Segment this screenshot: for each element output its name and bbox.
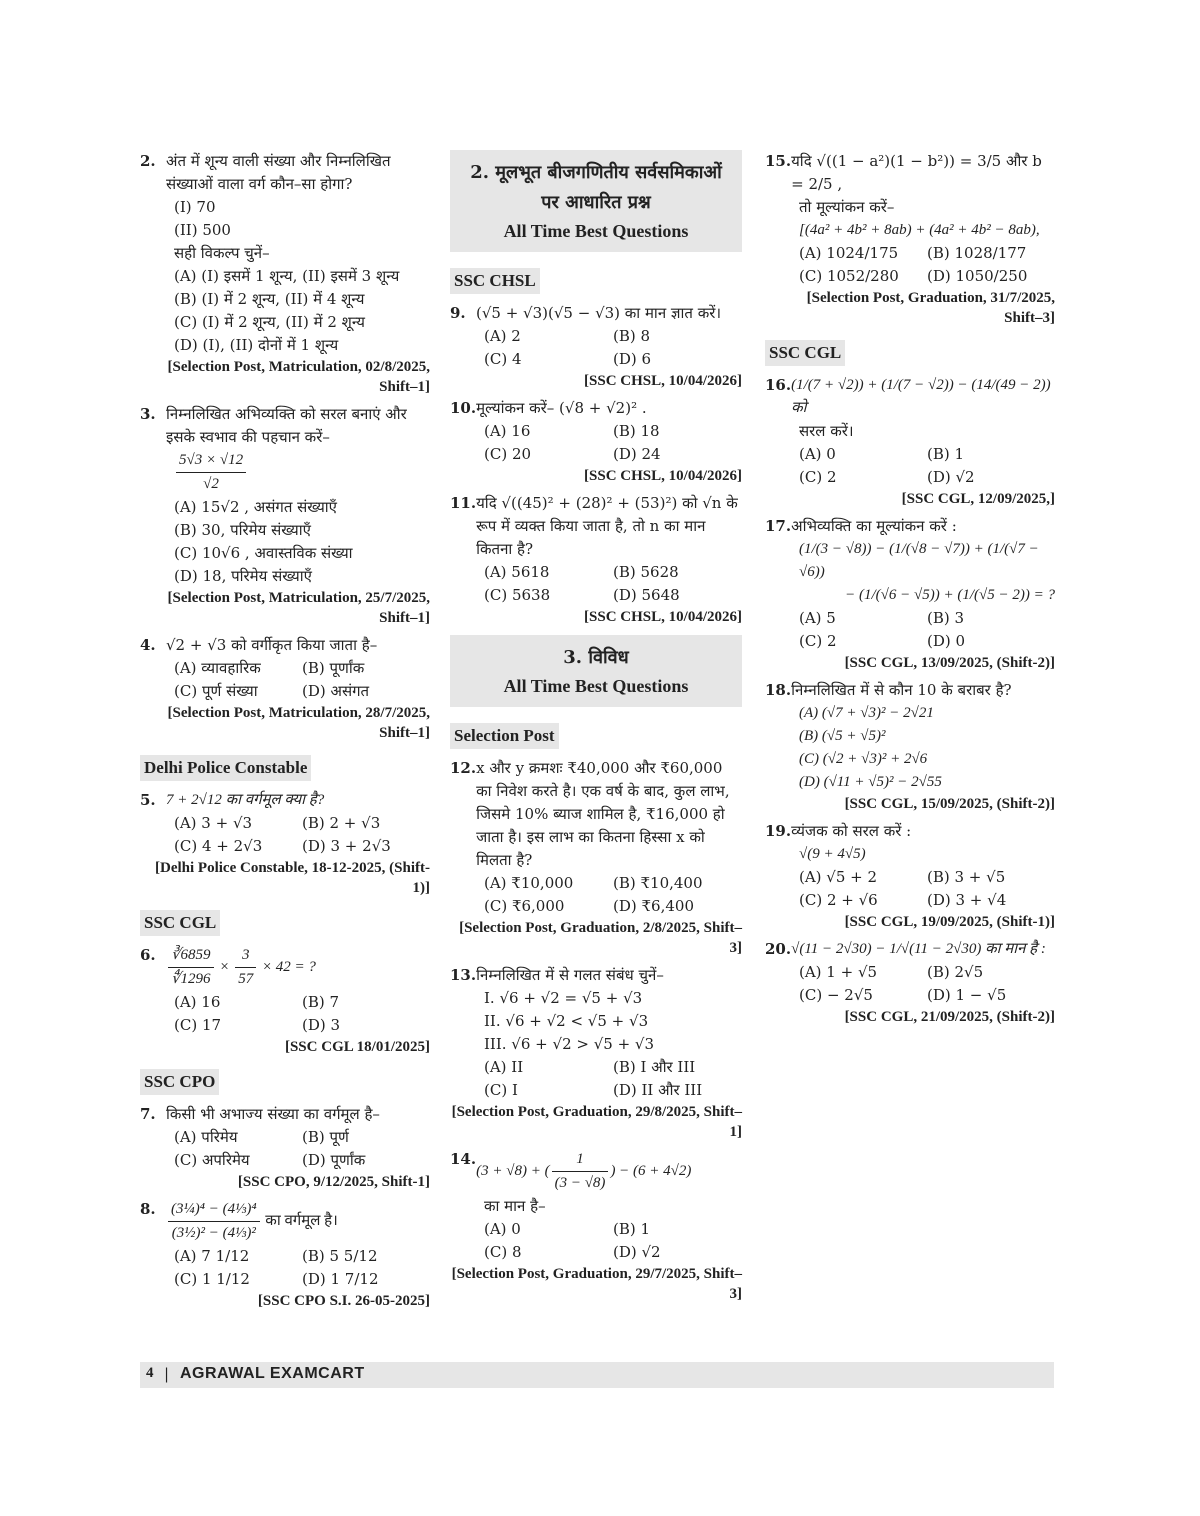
option: (D) 1050/250 xyxy=(927,267,1028,285)
chapter-subtitle: All Time Best Questions xyxy=(503,221,689,241)
option: (A) परिमेय xyxy=(174,1128,238,1146)
option: (C) अपरिमेय xyxy=(174,1151,250,1169)
option: (D) II और III xyxy=(613,1081,703,1099)
question-text: अंत में शून्य वाली संख्या और निम्नलिखित संख्याओं वाला वर्ग कौन–सा होगा? xyxy=(166,152,391,193)
chapter-title: 2. मूलभूत बीजगणितीय सर्वसमिकाओं xyxy=(470,162,722,183)
source-citation: [SSC CGL, 12/09/2025,] xyxy=(901,491,1055,507)
question-16 xyxy=(765,374,1055,509)
source-citation: [Selection Post, Matriculation, 25/7/2025, Shift–1] xyxy=(167,590,430,626)
expression-fraction: $\frac{5√3 \times √12}{√2}$ xyxy=(176,449,246,496)
question-number: 14. xyxy=(450,1150,477,1168)
source-citation: [SSC CPO, 9/12/2025, Shift-1] xyxy=(237,1174,430,1190)
question-text: व्यंजक को सरल करें : xyxy=(791,822,912,840)
option: (B) 5 5/12 xyxy=(302,1247,378,1265)
option: (C) 10√6 , अवास्तविक संख्या xyxy=(174,544,353,562)
question-13 xyxy=(450,964,742,1142)
column-right xyxy=(765,150,1055,1033)
option: (D) √2 xyxy=(613,1243,661,1261)
question-line: (II) 500 xyxy=(174,221,231,239)
option: (A) 7 1/12 xyxy=(174,1247,250,1265)
expression-fraction: $\frac{\text{(3¼)⁴ − (4⅓)⁴}}{\text{(3½)² − (4⅓)²}}$ xyxy=(168,1198,260,1245)
source-citation: [SSC CHSL, 10/04/2026] xyxy=(584,468,742,484)
option: (B) 3 xyxy=(927,609,965,627)
section-heading: Delhi Police Constable xyxy=(140,755,311,781)
option: (B) 1028/177 xyxy=(927,244,1027,262)
question-text: √(11 − 2√30) − 1/√(11 − 2√30) का मान है : xyxy=(791,941,1046,957)
question-number: 9. xyxy=(450,304,466,322)
option: (A) 0 xyxy=(484,1220,521,1238)
option: (B) (I) में 2 शून्य, (II) में 4 शून्य xyxy=(174,290,365,308)
question-number: 15. xyxy=(765,152,792,170)
question-10 xyxy=(450,397,742,486)
question-text: निम्नलिखित में से गलत संबंध चुनें– xyxy=(476,966,664,984)
source-citation: [SSC CGL 18/01/2025] xyxy=(284,1039,430,1055)
source-citation: [Selection Post, Matriculation, 02/8/2025, Shift–1] xyxy=(167,359,430,395)
expression-line: − (1/(√6 − √5)) + (1/(√5 − 2)) = ? xyxy=(845,587,1055,603)
chapter-title: पर आधारित प्रश्न xyxy=(541,192,651,213)
question-14 xyxy=(450,1148,742,1304)
option: (A) 1 + √5 xyxy=(799,963,878,981)
question-17 xyxy=(765,515,1055,673)
question-line: [(4a² + 4b² + 8ab) + (4a² + 4b² − 8ab), xyxy=(799,222,1040,238)
option: (A) 0 xyxy=(799,445,836,463)
option: (A) 15√2 , असंगत संख्याएँ xyxy=(174,498,337,516)
question-8 xyxy=(140,1198,430,1311)
option: (D) (√11 + √5)² − 2√55 xyxy=(799,774,942,790)
question-5 xyxy=(140,789,430,898)
option: (A) √5 + 2 xyxy=(799,868,878,886)
option: (D) 1 7/12 xyxy=(302,1270,379,1288)
source-citation: [SSC CGL, 13/09/2025, (Shift-2)] xyxy=(844,655,1055,671)
question-20 xyxy=(765,938,1055,1027)
option: (B) पूर्णांक xyxy=(302,659,365,677)
option: (C) 2 xyxy=(799,468,837,486)
question-text: यदि √((45)² + (28)² + (53)²) को √n के रूप में व्यक्त किया जाता है, तो n का मान कितना है? xyxy=(476,494,738,558)
option: (C) ₹6,000 xyxy=(484,897,565,915)
option: (D) √2 xyxy=(927,468,975,486)
option: (D) (I), (II) दोनों में 1 शून्य xyxy=(174,336,339,354)
option: (A) II xyxy=(484,1058,524,1076)
section-heading: SSC CPO xyxy=(140,1069,219,1095)
source-citation: [SSC CHSL, 10/04/2026] xyxy=(584,609,742,625)
question-text: x और y क्रमशः ₹40,000 और ₹60,000 का निवेश करते है। एक वर्ष के बाद, कुल लाभ, जिसमे 10% ब्याज शामिल है, ₹16,000 हो जाता है। इस लाभ का कितना हिस्सा x को मिलता है? xyxy=(476,759,730,869)
option: (B) 5628 xyxy=(613,563,679,581)
question-line: का मान है– xyxy=(484,1197,546,1215)
option: (D) 24 xyxy=(613,445,661,463)
expression-fraction: $\frac{1}{(3 - √8)}$ xyxy=(552,1148,609,1195)
question-3 xyxy=(140,403,430,628)
question-number: 19. xyxy=(765,822,792,840)
option: (C) (√2 + √3)² + 2√6 xyxy=(799,751,928,767)
option: (B) 7 xyxy=(302,993,340,1011)
question-text: 7 + 2√12 का वर्गमूल क्या है? xyxy=(166,792,325,808)
option: (B) ₹10,400 xyxy=(613,874,703,892)
option: (D) ₹6,400 xyxy=(613,897,694,915)
question-text: यदि √((1 − a²)(1 − b²)) = 3/5 और b = 2/5 , xyxy=(791,152,1042,193)
expression-fraction: $\frac{∛6859}{∜1296}$ xyxy=(168,944,214,991)
option: (C) 8 xyxy=(484,1243,522,1261)
chapter-banner xyxy=(450,150,742,252)
source-citation: [Selection Post, Graduation, 29/7/2025, Shift–3] xyxy=(451,1266,742,1302)
question-number: 5. xyxy=(140,791,156,809)
option: (C) पूर्ण संख्या xyxy=(174,682,258,700)
question-9 xyxy=(450,302,742,391)
column-left xyxy=(140,150,430,1317)
source-citation: [Selection Post, Graduation, 31/7/2025, Shift–3] xyxy=(806,290,1055,326)
option: (B) पूर्ण xyxy=(302,1128,349,1146)
question-19 xyxy=(765,820,1055,932)
option: (A) 16 xyxy=(484,422,531,440)
option: (B) 8 xyxy=(613,327,651,345)
option: (C) 4 xyxy=(484,350,522,368)
expression-tail: का वर्गमूल है। xyxy=(265,1212,338,1229)
option: (A) 2 xyxy=(484,327,521,345)
option: (B) 18 xyxy=(613,422,660,440)
question-number: 4. xyxy=(140,636,156,654)
option: (B) (√5 + √5)² xyxy=(799,728,886,744)
question-text: (1/(7 + √2)) + (1/(7 − √2)) − (14/(49 − 2)) को xyxy=(791,377,1051,416)
question-text: निम्नलिखित में से कौन 10 के बराबर है? xyxy=(791,681,1012,699)
chapter-subtitle: All Time Best Questions xyxy=(503,676,689,696)
question-number: 7. xyxy=(140,1105,156,1123)
question-number: 12. xyxy=(450,759,477,777)
option: (C) 4 + 2√3 xyxy=(174,837,263,855)
expression-line: (1/(3 − √8)) − (1/(√8 − √7)) + (1/(√7 − √6)) xyxy=(799,541,1039,580)
option: (C) 1052/280 xyxy=(799,267,899,285)
source-citation: [Selection Post, Matriculation, 28/7/2025, Shift–1] xyxy=(167,705,430,741)
option: (C) 2 + √6 xyxy=(799,891,878,909)
option: (A) (√7 + √3)² − 2√21 xyxy=(799,705,934,721)
question-number: 10. xyxy=(450,399,477,417)
chapter-banner xyxy=(450,635,742,707)
question-6: 6. $\frac{∛6859}{∜1296}$ × $\frac{3}{57}$ × 42 = ? (A) 16 (B) 7 (C) 17 (D) 3 [SSC CGL 18/01/2025] xyxy=(140,946,430,1055)
section-heading: SSC CGL xyxy=(765,340,845,366)
section-heading: SSC CGL xyxy=(140,910,220,936)
question-18 xyxy=(765,679,1055,814)
option: (A) 3 + √3 xyxy=(174,814,253,832)
question-number: 3. xyxy=(140,405,156,423)
question-line: (I) 70 xyxy=(174,198,216,216)
option: (D) 6 xyxy=(613,350,652,368)
question-text: किसी भी अभाज्य संख्या का वर्गमूल है– xyxy=(166,1105,380,1123)
option: (C) 1 1/12 xyxy=(174,1270,250,1288)
footer-separator: | xyxy=(164,1365,170,1383)
option: (C) 20 xyxy=(484,445,532,463)
option: (D) 3 + √4 xyxy=(927,891,1007,909)
expression-fraction: $\frac{3}{57}$ xyxy=(235,944,256,991)
question-2 xyxy=(140,150,430,397)
question-15 xyxy=(765,150,1055,328)
option: (A) (I) इसमें 1 शून्य, (II) इसमें 3 शून्य xyxy=(174,267,400,285)
option: (D) पूर्णांक xyxy=(302,1151,366,1169)
source-citation: [Selection Post, Graduation, 29/8/2025, Shift–1] xyxy=(451,1104,742,1140)
option: (D) 3 + 2√3 xyxy=(302,837,391,855)
question-text: मूल्यांकन करें– (√8 + √2)² . xyxy=(476,399,647,417)
option: (C) (I) में 2 शून्य, (II) में 2 शून्य xyxy=(174,313,365,331)
source-citation: [SSC CPO S.I. 26-05-2025] xyxy=(257,1293,430,1309)
section-heading: Selection Post xyxy=(450,723,559,749)
option: (C) − 2√5 xyxy=(799,986,873,1004)
question-7 xyxy=(140,1103,430,1192)
question-number: 8. xyxy=(140,1200,156,1218)
question-text: √2 + √3 को वर्गीकृत किया जाता है– xyxy=(166,636,378,654)
source-citation: [Delhi Police Constable, 18-12-2025, (Shift-1)] xyxy=(155,860,430,896)
option: (A) ₹10,000 xyxy=(484,874,574,892)
question-11 xyxy=(450,492,742,627)
question-number: 18. xyxy=(765,681,792,699)
question-line: सही विकल्प चुनें– xyxy=(174,244,270,262)
option: (A) 5 xyxy=(799,609,836,627)
option: (B) 2 + √3 xyxy=(302,814,381,832)
question-text: निम्नलिखित अभिव्यक्ति को सरल बनाएं और इसके स्वभाव की पहचान करें– xyxy=(166,405,407,446)
question-4 xyxy=(140,634,430,743)
option: (D) 5648 xyxy=(613,586,680,604)
question-number: 6. xyxy=(140,946,156,964)
option: (D) 0 xyxy=(927,632,966,650)
option: (A) 5618 xyxy=(484,563,550,581)
question-line: सरल करें। xyxy=(799,422,854,440)
option: (D) 3 xyxy=(302,1016,341,1034)
option: (B) 2√5 xyxy=(927,963,984,981)
question-number: 17. xyxy=(765,517,792,535)
option: (D) असंगत xyxy=(302,682,370,700)
question-text: अभिव्यक्ति का मूल्यांकन करें : xyxy=(791,517,957,535)
expression-tail: × 42 = ? xyxy=(261,958,316,975)
brand-logo: AGRAWAL EXAMCART xyxy=(180,1365,365,1382)
question-number: 11. xyxy=(450,494,477,512)
chapter-title: 3. विविध xyxy=(563,647,629,668)
option: (A) 1024/175 xyxy=(799,244,899,262)
question-number: 2. xyxy=(140,152,156,170)
page-number: 4 xyxy=(146,1365,154,1381)
expression-part: ) − (6 + 4√2) xyxy=(610,1162,692,1179)
source-citation: [Selection Post, Graduation, 2/8/2025, Shift–3] xyxy=(459,920,742,956)
option: (B) 30, परिमेय संख्याएँ xyxy=(174,521,311,539)
source-citation: [SSC CGL, 19/09/2025, (Shift-1)] xyxy=(844,914,1055,930)
question-number: 20. xyxy=(765,940,792,958)
source-citation: [SSC CGL, 21/09/2025, (Shift-2)] xyxy=(844,1009,1055,1025)
option: (C) I xyxy=(484,1081,518,1099)
option: (A) व्यावहारिक xyxy=(174,659,261,677)
relation-row: I. √6 + √2 = √5 + √3 xyxy=(484,989,643,1007)
option: (B) 1 xyxy=(613,1220,651,1238)
option: (A) 16 xyxy=(174,993,221,1011)
page-footer xyxy=(140,1362,1054,1388)
source-citation: [SSC CGL, 15/09/2025, (Shift-2)] xyxy=(844,796,1055,812)
relation-row: III. √6 + √2 > √5 + √3 xyxy=(484,1035,655,1053)
question-line: तो मूल्यांकन करें– xyxy=(799,198,895,216)
expression-part: (3 + √8) + ( xyxy=(476,1162,550,1179)
section-heading: SSC CHSL xyxy=(450,268,540,294)
question-12 xyxy=(450,757,742,958)
question-number: 16. xyxy=(765,376,792,394)
option: (C) 5638 xyxy=(484,586,551,604)
question-number: 13. xyxy=(450,966,477,984)
relation-row: II. √6 + √2 < √5 + √3 xyxy=(484,1012,649,1030)
option: (B) 3 + √5 xyxy=(927,868,1006,886)
question-text: (√5 + √3)(√5 − √3) का मान ज्ञात करें। xyxy=(476,304,722,322)
column-middle xyxy=(450,150,742,1310)
source-citation: [SSC CHSL, 10/04/2026] xyxy=(584,373,742,389)
option: (C) 2 xyxy=(799,632,837,650)
option: (D) 1 − √5 xyxy=(927,986,1007,1004)
expression-line: √(9 + 4√5) xyxy=(799,846,866,862)
option: (D) 18, परिमेय संख्याएँ xyxy=(174,567,312,585)
option: (B) 1 xyxy=(927,445,965,463)
option: (C) 17 xyxy=(174,1016,222,1034)
option: (B) I और III xyxy=(613,1058,696,1076)
